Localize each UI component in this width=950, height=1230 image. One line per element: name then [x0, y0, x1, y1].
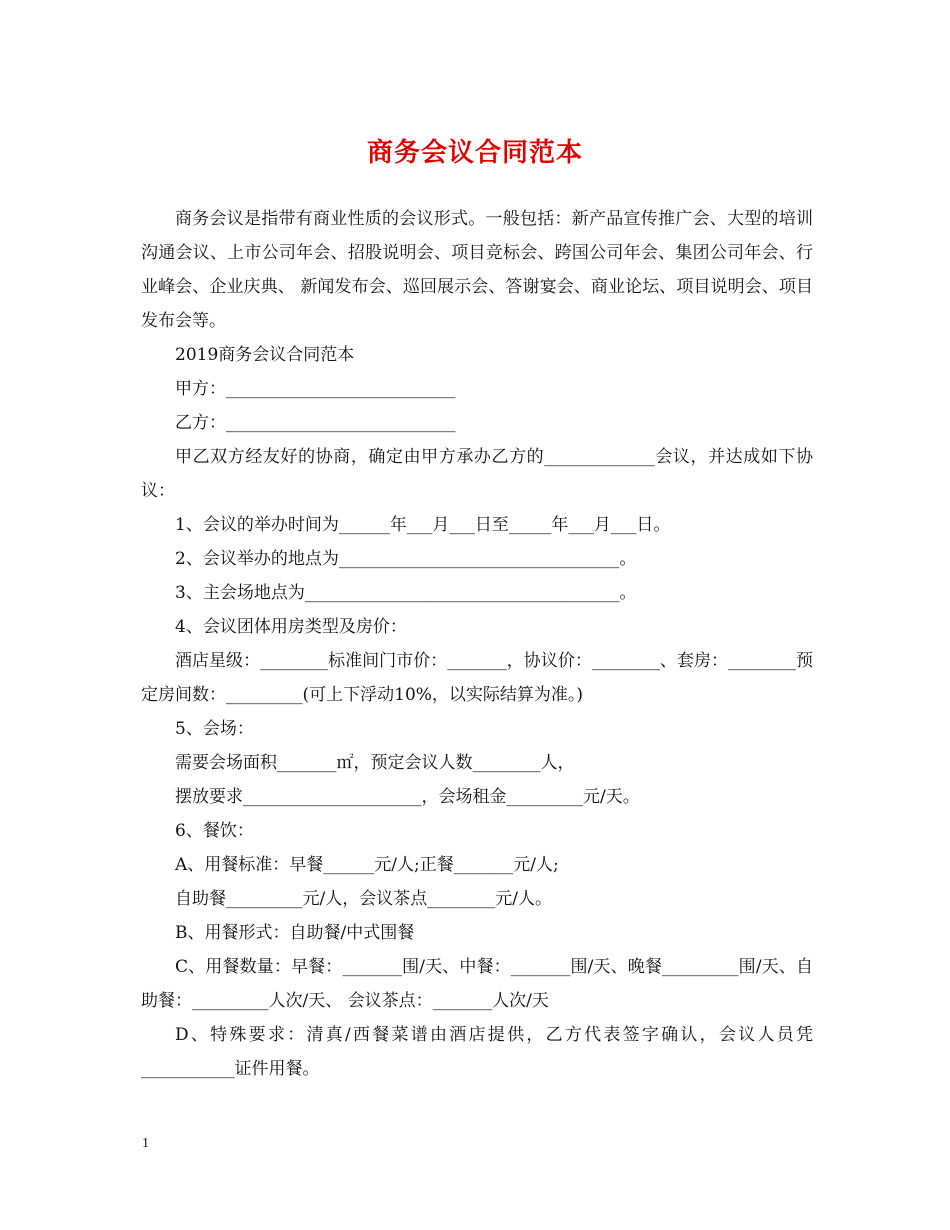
- clause-6-c: C、用餐数量：早餐：_______围/天、中餐：_______围/天、晚餐_________围/天、自助餐：_________人次/天、 会议茶点：_______人次/天: [141, 957, 813, 1011]
- clause-3: 3、主会场地点为_____________________________________。: [175, 583, 637, 603]
- contract-subtitle: 2019商务会议合同范本: [175, 345, 355, 365]
- intro-paragraph: 商务会议是指带有商业性质的会议形式。一般包括：新产品宣传推广会、大型的培训沟通会议、上市公司年会、招股说明会、项目竞标会、跨国公司年会、集团公司年会、行业峰会、企业庆典、 新闻发布会、巡回展示会、答谢宴会、商业论坛、项目说明会、项目发布会等。: [141, 209, 813, 331]
- clause-5-layout: 摆放要求_____________________，会场租金_________元/天。: [175, 787, 640, 807]
- agreement-paragraph: 甲乙双方经友好的协商，确定由甲方承办乙方的_____________会议，并达成如下协议：: [141, 447, 813, 501]
- clause-6-a-continued: 自助餐_________元/人，会议茶点________元/人。: [175, 889, 552, 909]
- clause-6: 6、餐饮：: [175, 821, 254, 841]
- party-a-line: 甲方：___________________________: [175, 379, 456, 399]
- clause-5: 5、会场：: [175, 719, 254, 739]
- page-number: 1: [142, 1136, 149, 1151]
- clause-4: 4、会议团体用房类型及房价：: [175, 617, 407, 637]
- clause-6-b: B、用餐形式：自助餐/中式围餐: [175, 923, 415, 943]
- clause-4-detail: 酒店星级：________标准间门市价：_______，协议价：________、套房：________预定房间数：_________(可上下浮动10%，以实际结算为准。): [141, 651, 813, 705]
- clause-6-a: A、用餐标准：早餐______元/人;正餐_______元/人;: [175, 855, 559, 875]
- clause-2: 2、会议举办的地点为_________________________________。: [175, 549, 637, 569]
- party-b-line: 乙方：___________________________: [175, 413, 456, 433]
- document-body: [141, 202, 813, 1086]
- document-title: 商务会议合同范本: [366, 138, 583, 168]
- clause-6-d: D、特殊要求：清真/西餐菜谱由酒店提供，乙方代表签字确认，会议人员凭___________证件用餐。: [141, 1025, 813, 1079]
- clause-5-area: 需要会场面积_______㎡，预定会议人数________人，: [175, 753, 575, 773]
- clause-1: 1、会议的举办时间为______年___月___日至_____年___月___日。: [175, 515, 671, 535]
